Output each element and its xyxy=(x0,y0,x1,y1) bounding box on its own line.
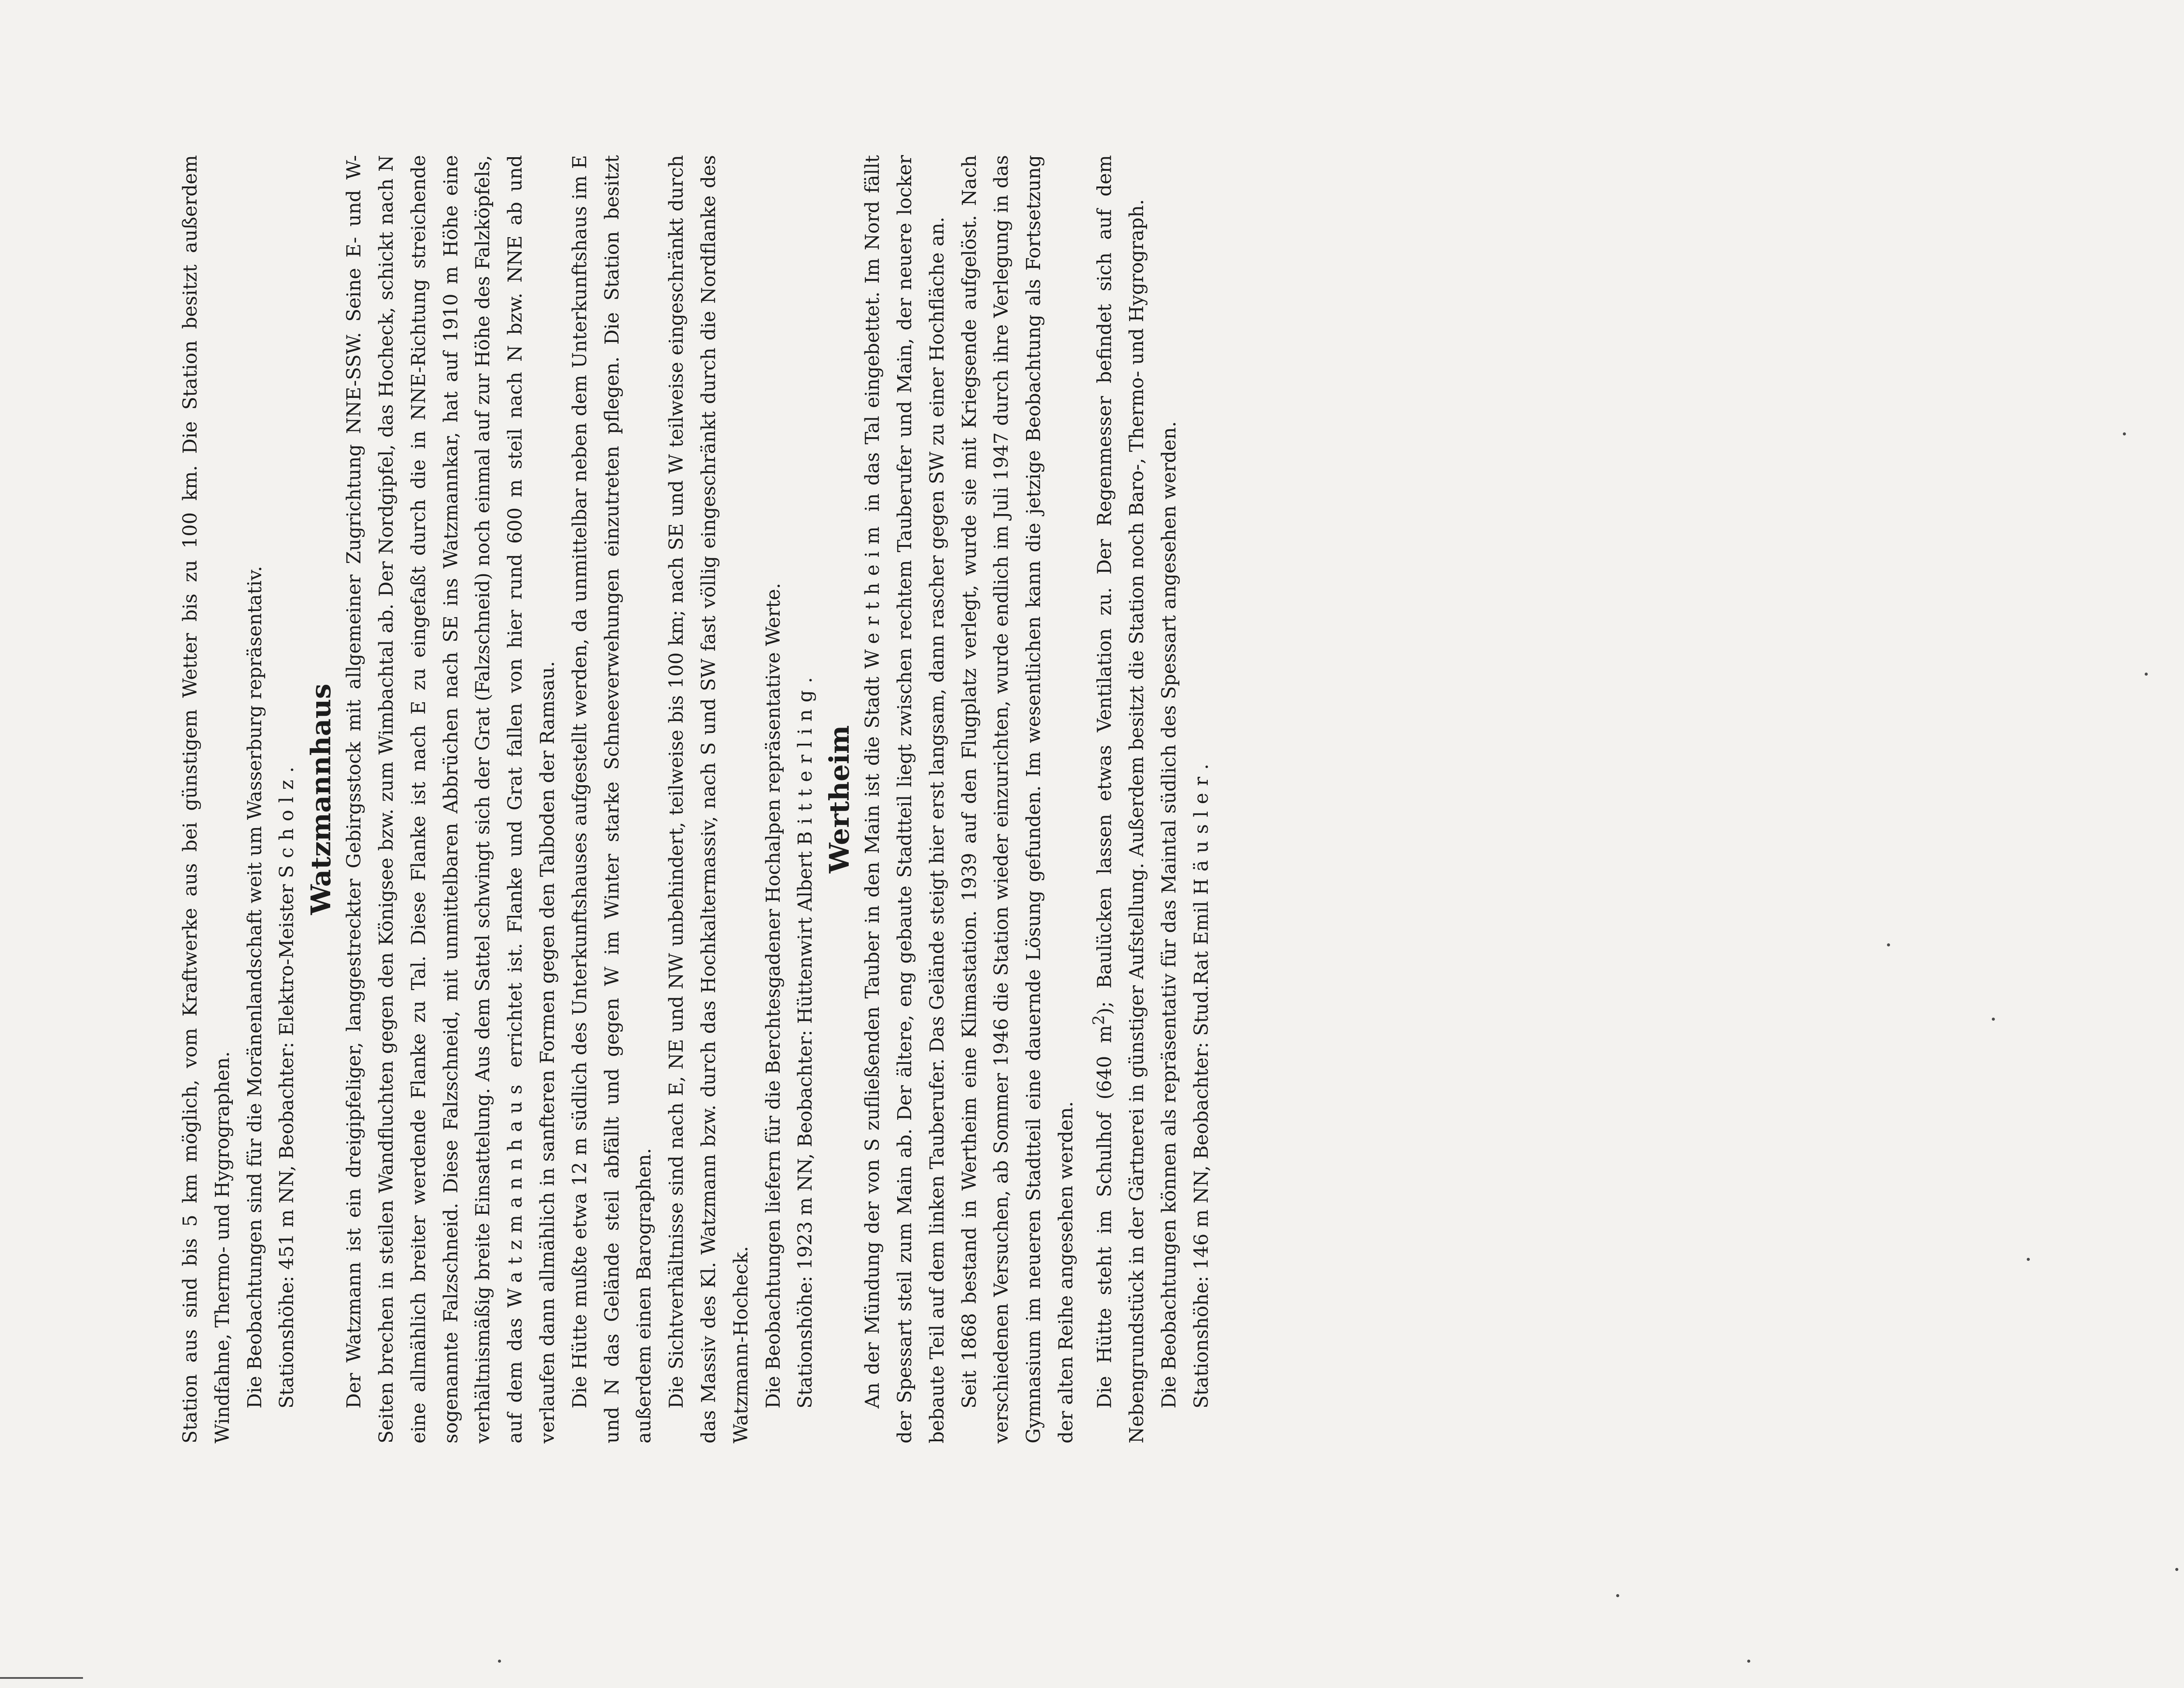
scan-speck xyxy=(2123,432,2126,435)
station-info-text: Stationshöhe: 1923 m NN, Beobachter: Hüttenwirt Albert xyxy=(795,845,817,1408)
station-info-end: . xyxy=(1190,763,1213,770)
scan-speck xyxy=(1616,1594,1619,1597)
wertheim-paragraph-4: Die Beobachtungen können als repräsentativ für das Maintal südlich des Spessart angesehen werden. xyxy=(1158,421,1180,1408)
section-heading-watzmannhaus: Watzmannhaus xyxy=(305,683,337,915)
text-block xyxy=(175,155,1218,1443)
superscript: 2 xyxy=(1089,1015,1108,1025)
scan-speck xyxy=(1747,1660,1750,1663)
watzmann-text-a: Der Watzmann ist ein dreigipfeliger, langgestreckter Gebirgsstock mit allgemeiner Zugrichtung NNE-SSW. Seine E- und W-Seiten brechen in steilen Wandfluchten gegen den Königsee bzw. zum Wimbachtal ab. Der Nordgipfel, das Hocheck, schickt nach N eine allmählich breiter werdende Flanke zu Tal. Diese Flanke ist nach E zu eingefaßt durch die in NNE-Richtung streichende sogenannte Falzschneid. Diese Falzschneid, mit unmittelbaren Abbrüchen nach SE ins Watzmannkar, hat auf 1910 m Höhe eine verhältnismäßig breite Einsattelung. Aus dem Sattel schwingt sich der Grat (Falzschneid) noch einmal auf zur Höhe des Falzköpfels, auf dem das xyxy=(343,155,527,1443)
rotated-page-content xyxy=(175,155,1328,1443)
watzmann-paragraph-2: Die Hütte mußte etwa 12 m südlich des Unterkunftshauses aufgestellt werden, da unmittelbar neben dem Unterkunftshaus im E und N das Gelände steil abfällt und gegen W im Winter starke Schneeverwehungen einzutreten pflegen. Die Station besitzt außerdem einen Barographen. xyxy=(569,155,656,1443)
station-info-text: Stationshöhe: 451 m NN, Beobachter: Elektro-Meister xyxy=(276,878,298,1408)
scan-speck xyxy=(498,1660,501,1663)
intro-paragraph-1: Station aus sind bis 5 km möglich, vom Kraftwerke aus bei günstigem Wetter bis zu 100 km. Die Station besitzt außerdem Windfahne, Thermo- und Hygrographen. xyxy=(180,155,234,1443)
observer-name: Scholz xyxy=(276,773,298,878)
scan-speck xyxy=(1992,1018,1995,1021)
watzmann-station-info xyxy=(790,155,822,1443)
scan-edge-line xyxy=(0,1677,83,1679)
intro-paragraph-2: Die Beobachtungen sind für die Moränenlandschaft weit um Wasserburg repräsentativ. xyxy=(244,566,266,1408)
wertheim-text-b: ); Baulücken lassen etwas Ventilation zu. Der Regenmesser befindet sich auf dem Nebengrundstück in der Gärtnerei in günstiger Aufstellung. Außerdem besitzt die Station noch Baro-, Thermo- und Hygrograph. xyxy=(1094,155,1148,1443)
wertheim-text-a: Die Hütte steht im Schulhof (640 m xyxy=(1094,1025,1116,1408)
station-info-end: . xyxy=(276,766,298,773)
wertheim-town-name: Wertheim xyxy=(862,519,884,669)
wertheim-paragraph-1 xyxy=(857,155,954,1443)
wertheim-text-a: An der Mündung der von S zufließenden Tauber in den Main ist die Stadt xyxy=(862,669,884,1408)
watzmann-paragraph-4: Die Beobachtungen liefern für die Berchtesgadener Hochalpen repräsentative Werte. xyxy=(762,583,784,1408)
wertheim-paragraph-3 xyxy=(1083,155,1154,1443)
watzmann-station-name: Watzmannhaus xyxy=(505,1077,527,1308)
watzmann-paragraph-1 xyxy=(339,155,564,1443)
watzmann-paragraph-3: Die Sichtverhältnisse sind nach E, NE und NW unbehindert, teilweise bis 100 km; nach SE und W teilweise eingeschränkt durch das Massiv des Kl. Watzmann bzw. durch das Hochkaltermassiv, nach S und SW fast völlig eingeschränkt durch die Nordflanke des Watzmann-Hocheck. xyxy=(666,155,752,1443)
station-info-text: Stationshöhe: 146 m NN, Beobachter: Stud.Rat Emil xyxy=(1190,895,1213,1408)
watzmann-text-b: errichtet ist. Flanke und Grat fallen von hier rund 600 m steil nach N bzw. NNE ab und verlaufen dann allmählich in sanfteren Formen gegen den Talboden der Ramsau. xyxy=(505,155,559,1443)
observer-name: Bitterling xyxy=(795,683,817,846)
wertheim-paragraph-2: Seit 1868 bestand in Wertheim eine Klimastation. 1939 auf den Flugplatz verlegt, wurde sie mit Kriegsende aufgelöst. Nach verschiedenen Versuchen, ab Sommer 1946 die Station wieder einzurichten, wurde endlich im Juli 1947 durch ihre Verlegung in das Gymnasium im neueren Stadtteil eine dauernde Lösung gefunden. Im wesentlichen kann die jetzige Beobachtung als Fortsetzung der alten Reihe angesehen werden. xyxy=(958,155,1077,1443)
wertheim-text-b: in das Tal eingebettet. Im Nord fällt der Spessart steil zum Main ab. Der ältere, eng gebaute Stadtteil liegt zwischen rechtem Tauberufer und Main, der neuere locker bebaute Teil auf dem linken Tauberufer. Das Gelände steigt hier erst langsam, dann rascher gegen SW zu einer Hochfläche an. xyxy=(862,155,948,1443)
section-heading-wertheim: Wertheim xyxy=(823,725,856,873)
wertheim-station-info xyxy=(1186,155,1218,1443)
scan-speck xyxy=(1887,943,1890,946)
observer-name: Häusler xyxy=(1190,770,1213,895)
scan-speck xyxy=(2175,1568,2178,1571)
scan-speck xyxy=(2027,1258,2030,1261)
scan-speck xyxy=(2145,673,2148,676)
intro-station-info xyxy=(271,155,304,1443)
station-info-end: . xyxy=(795,677,817,683)
